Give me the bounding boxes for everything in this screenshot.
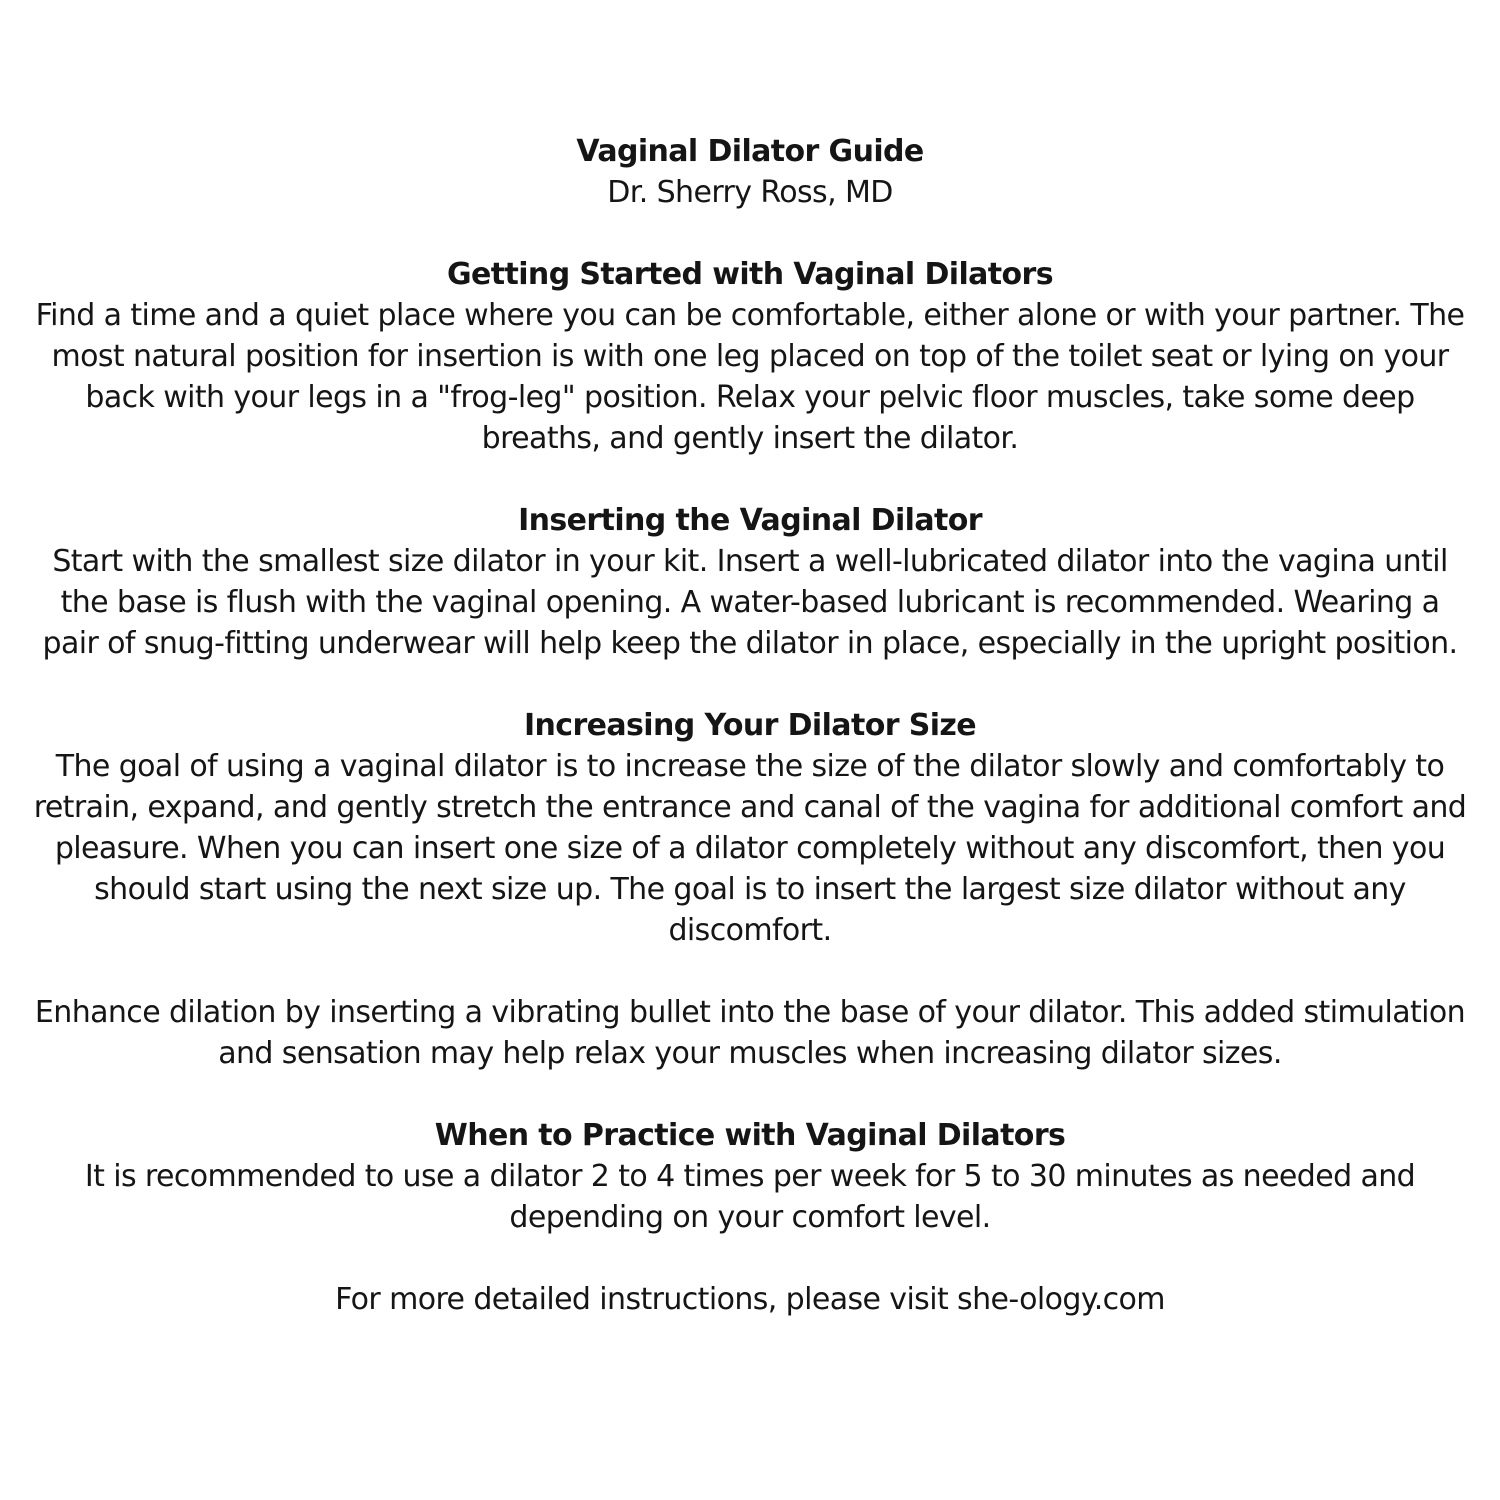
document-author: Dr. Sherry Ross, MD: [607, 175, 893, 210]
section-when-to-practice: [0, 1115, 1500, 1238]
section-increasing-size: [0, 705, 1500, 951]
section-body: Start with the smallest size dilator in your kit. Insert a well-lubricated dilator into the vagina until the base is flush with the vaginal opening. A water-based lubricant is recommended. Wearing a pair of snug-fitting underwear will help keep the dilator in place, especially in the upright position.: [42, 544, 1458, 661]
section-heading: Getting Started with Vaginal Dilators: [447, 257, 1053, 292]
section-getting-started: [0, 254, 1500, 459]
footer-text: For more detailed instructions, please visit she-ology.com: [335, 1282, 1165, 1317]
section-body: It is recommended to use a dilator 2 to 4 times per week for 5 to 30 minutes as needed and depending on your comfort level.: [84, 1159, 1416, 1235]
dilator-guide-document: [0, 131, 1500, 1361]
section-heading: Increasing Your Dilator Size: [523, 708, 977, 743]
document-header: [0, 131, 1500, 213]
document-footer: [0, 1279, 1500, 1320]
document-title: Vaginal Dilator Guide: [576, 134, 924, 169]
section-body: Enhance dilation by inserting a vibrating bullet into the base of your dilator. This added stimulation and sensation may help relax your muscles when increasing dilator sizes.: [34, 995, 1466, 1071]
section-vibrating-bullet: [0, 992, 1500, 1074]
section-body: The goal of using a vaginal dilator is to increase the size of the dilator slowly and comfortably to retrain, expand, and gently stretch the entrance and canal of the vagina for additional comfort and pleasure. When you can insert one size of a dilator completely without any discomfort, then you should start using the next size up. The goal is to insert the largest size dilator without any discomfort.: [33, 749, 1467, 948]
section-heading: Inserting the Vaginal Dilator: [518, 503, 982, 538]
section-heading: When to Practice with Vaginal Dilators: [434, 1118, 1066, 1153]
section-body: Find a time and a quiet place where you can be comfortable, either alone or with your partner. The most natural position for insertion is with one leg placed on top of the toilet seat or lying on your back with your legs in a "frog-leg" position. Relax your pelvic floor muscles, take some deep breaths, and gently insert the dilator.: [35, 298, 1465, 456]
section-inserting: [0, 500, 1500, 664]
